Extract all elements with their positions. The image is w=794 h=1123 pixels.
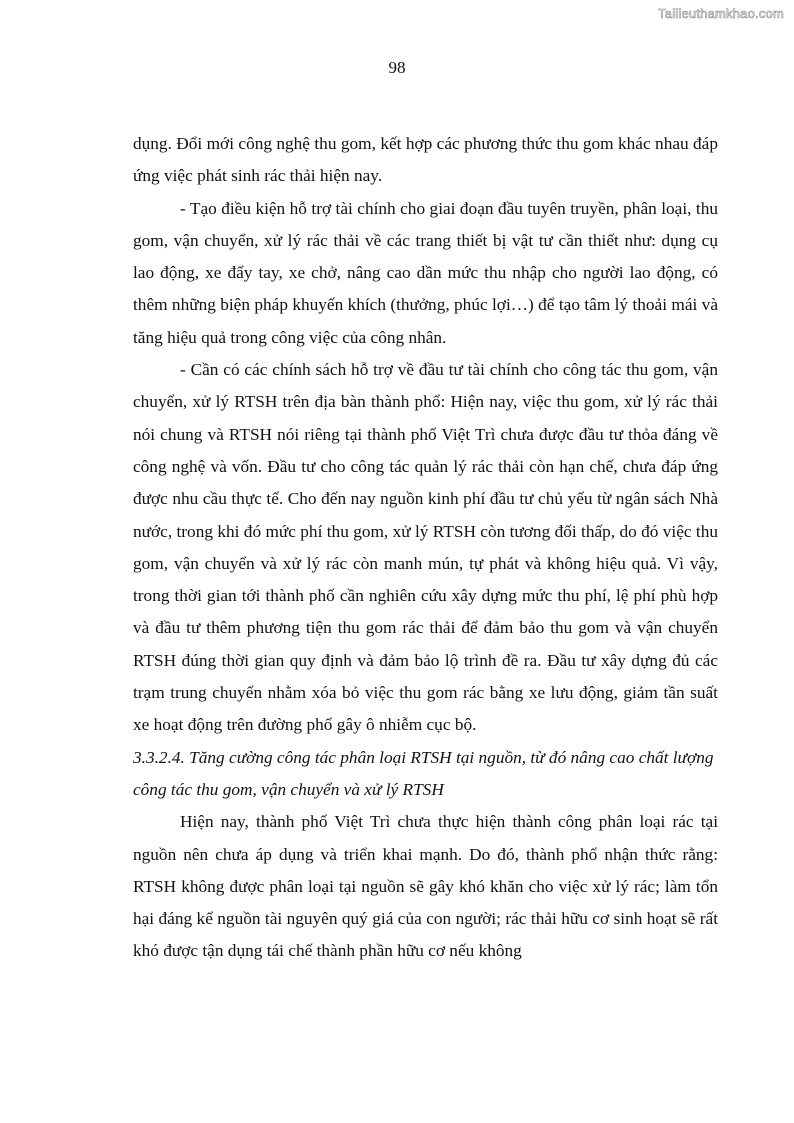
section-heading: 3.3.2.4. Tăng cường công tác phân loại RTSH tại nguồn, từ đó nâng cao chất lượng công tác thu gom, vận chuyển và xử lý RTSH (133, 747, 714, 799)
paragraph: dụng. Đổi mới công nghệ thu gom, kết hợp các phương thức thu gom khác nhau đáp ứng việc phát sinh rác thải hiện nay. (133, 134, 718, 186)
paragraph: Hiện nay, thành phố Việt Trì chưa thực hiện thành công phân loại rác tại nguồn nên chưa áp dụng và triển khai mạnh. Do đó, thành phố nhận thức rằng: RTSH không được phân loại tại nguồn sẽ gây khó khăn cho việc xử lý rác; làm tổn hại đáng kể nguồn tài nguyên quý giá của con người; rác thải hữu cơ sinh hoạt sẽ rất khó được tận dụng tái chế thành phần hữu cơ nếu không (133, 812, 718, 961)
body-text (133, 128, 718, 968)
page-number: 98 (388, 58, 406, 77)
paragraph: - Tạo điều kiện hỗ trợ tài chính cho giai đoạn đầu tuyên truyền, phân loại, thu gom, vận chuyển, xử lý rác thải về các trang thiết bị vật tư cần thiết như: dụng cụ lao động, xe đẩy tay, xe chở, nâng cao dần mức thu nhập cho người lao động, có thêm những biện pháp khuyến khích (thưởng, phúc lợi…) để tạo tâm lý thoải mái và tăng hiệu quả trong công việc của công nhân. (133, 198, 718, 347)
watermark: Tailieuthamkhao.com (658, 6, 784, 21)
paragraph: - Cần có các chính sách hỗ trợ về đầu tư tài chính cho công tác thu gom, vận chuyển, xử lý RTSH trên địa bàn thành phố: Hiện nay, việc thu gom, xử lý rác thải nói chung và RTSH nói riêng tại thành phố Việt Trì chưa được đầu tư thỏa đáng về công nghệ và vốn. Đầu tư cho công tác quản lý rác thải còn hạn chế, chưa đáp ứng được nhu cầu thực tế. Cho đến nay nguồn kinh phí đầu tư chủ yếu từ ngân sách Nhà nước, trong khi đó mức phí thu gom, xử lý RTSH còn tương đối thấp, do đó việc thu gom, vận chuyển và xử lý rác còn manh mún, tự phát và không hiệu quả. Vì vậy, trong thời gian tới thành phố cần nghiên cứu xây dựng mức thu phí, lệ phí phù hợp và đầu tư thêm phương tiện thu gom rác thải để đảm bảo thu gom và vận chuyển RTSH đúng thời gian quy định và đảm bảo lộ trình đề ra. Đầu tư xây dựng đủ các trạm trung chuyển nhằm xóa bỏ việc thu gom rác bằng xe lưu động, giảm tần suất xe hoạt động trên đường phố gây ô nhiễm cục bộ. (133, 360, 718, 735)
